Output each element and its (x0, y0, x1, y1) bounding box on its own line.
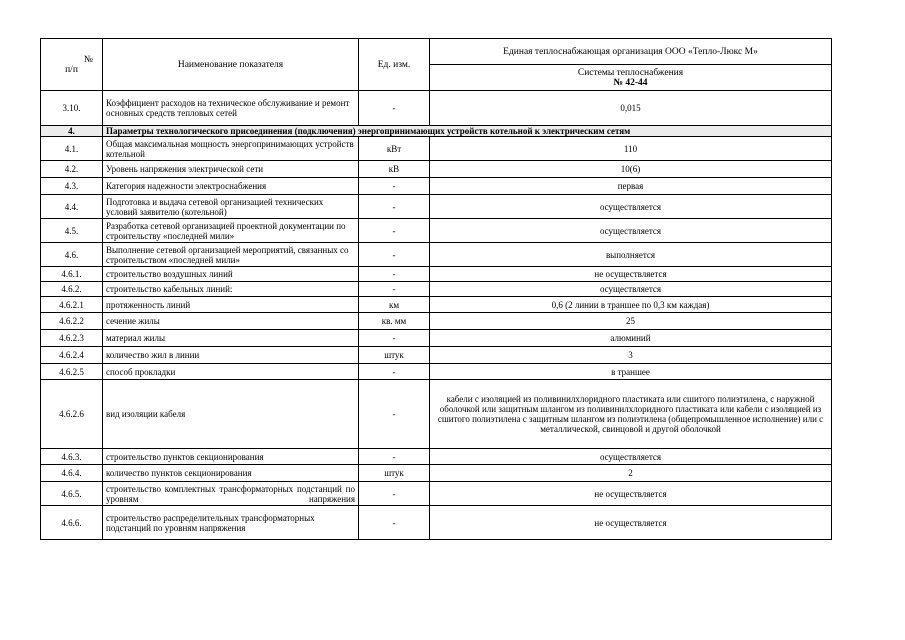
header-systems-number: № 42-44 (613, 77, 648, 88)
table-header-row (41, 39, 832, 65)
section-title: Параметры технологического присоединения (подключения) энергопринимающих устройств котельной к электрическим сетям (103, 126, 832, 137)
row-value: 110 (430, 137, 832, 161)
header-number-abbr: п/п (65, 64, 78, 75)
header-number (41, 39, 103, 91)
row-name: Общая максимальная мощность энергопринимающих устройств котельной (103, 137, 359, 161)
table-row (41, 91, 832, 126)
table-row (41, 219, 832, 243)
row-number: 3.10. (41, 91, 103, 126)
row-unit: штук (359, 347, 430, 364)
row-name: строительство распределительных трансформаторных подстанций по уровням напряжения (103, 506, 359, 540)
row-value: осуществляется (430, 219, 832, 243)
row-name: Уровень напряжения электрической сети (103, 161, 359, 178)
header-unit: Ед. изм. (359, 39, 430, 91)
table-row (41, 282, 832, 297)
row-value: 0,6 (2 линии в траншее по 0,3 км каждая) (430, 297, 832, 313)
table-row (41, 449, 832, 465)
row-name: Коэффициент расходов на техническое обслуживание и ремонт основных средств тепловых сетей (103, 91, 359, 126)
row-number: 4.2. (41, 161, 103, 178)
table-row (41, 137, 832, 161)
section-row (41, 126, 832, 137)
row-number: 4.6.3. (41, 449, 103, 465)
row-name: протяженность линий (103, 297, 359, 313)
header-organization: Единая теплоснабжающая организация ООО «Тепло-Люкс М» (430, 39, 832, 65)
header-systems-label: Системы теплоснабжения (577, 67, 684, 78)
row-unit: - (359, 91, 430, 126)
row-number: 4.6.2.2 (41, 313, 103, 330)
table-row (41, 297, 832, 313)
row-number: 4.6.6. (41, 506, 103, 540)
header-systems (430, 65, 832, 91)
row-value: не осуществляется (430, 506, 832, 540)
header-name: Наименование показателя (103, 39, 359, 91)
row-value: первая (430, 178, 832, 195)
row-number: 4.6. (41, 243, 103, 267)
row-number: 4.6.5. (41, 482, 103, 506)
row-number: 4.6.2.4 (41, 347, 103, 364)
row-number: 4.5. (41, 219, 103, 243)
row-unit: - (359, 282, 430, 297)
row-unit: - (359, 482, 430, 506)
row-value: 3 (430, 347, 832, 364)
table-row (41, 347, 832, 364)
row-name: количество пунктов секционирования (103, 465, 359, 482)
row-name: Разработка сетевой организацией проектной документации по строительству «последней мили» (103, 219, 359, 243)
row-name: Категория надежности электроснабжения (103, 178, 359, 195)
row-value: не осуществляется (430, 482, 832, 506)
row-unit: - (359, 195, 430, 219)
row-value: не осуществляется (430, 267, 832, 282)
table-row (41, 313, 832, 330)
row-unit: кВ (359, 161, 430, 178)
row-number: 4. (41, 126, 103, 137)
row-value: 0,015 (430, 91, 832, 126)
table-row (41, 465, 832, 482)
row-number: 4.6.2. (41, 282, 103, 297)
row-name: способ прокладки (103, 364, 359, 380)
row-name: материал жилы (103, 330, 359, 347)
row-name: строительство пунктов секционирования (103, 449, 359, 465)
row-number: 4.6.2.6 (41, 380, 103, 449)
row-name: Подготовка и выдача сетевой организацией технических условий заявителю (котельной) (103, 195, 359, 219)
row-value: 10(6) (430, 161, 832, 178)
row-name: Выполнение сетевой организацией мероприятий, связанных со строительством «последней мили» (103, 243, 359, 267)
row-name: количество жил в линии (103, 347, 359, 364)
row-value: осуществляется (430, 282, 832, 297)
row-unit: - (359, 506, 430, 540)
row-unit: кВт (359, 137, 430, 161)
row-unit: - (359, 178, 430, 195)
row-unit: - (359, 364, 430, 380)
row-number: 4.1. (41, 137, 103, 161)
row-value: кабели с изоляцией из поливинилхлоридного пластиката или сшитого полиэтилена, с наружной оболочкой или защитным шлангом из поливинилхлоридного пластиката или кабели с изоляцией из сшитого полиэтилена с защитным шлангом из полиэтилена (общепромышленное исполнение) или с металлической, свинцовой и другой оболочкой (430, 380, 832, 449)
row-number: 4.6.2.5 (41, 364, 103, 380)
table-row (41, 243, 832, 267)
row-number: 4.6.1. (41, 267, 103, 282)
row-unit: - (359, 330, 430, 347)
row-value: выполняется (430, 243, 832, 267)
row-unit: - (359, 267, 430, 282)
row-unit: км (359, 297, 430, 313)
row-number: 4.6.2.3 (41, 330, 103, 347)
header-number-symbol: № (83, 54, 93, 65)
table-row (41, 195, 832, 219)
row-name: вид изоляции кабеля (103, 380, 359, 449)
row-value: осуществляется (430, 195, 832, 219)
row-name: сечение жилы (103, 313, 359, 330)
row-value: 2 (430, 465, 832, 482)
row-unit: - (359, 449, 430, 465)
row-unit: - (359, 380, 430, 449)
table-row (41, 161, 832, 178)
row-number: 4.4. (41, 195, 103, 219)
table-row (41, 482, 832, 506)
row-unit: штук (359, 465, 430, 482)
table-row (41, 506, 832, 540)
row-value: алюминий (430, 330, 832, 347)
row-unit: - (359, 219, 430, 243)
row-unit: кв. мм (359, 313, 430, 330)
row-name: строительство воздушных линий (103, 267, 359, 282)
row-number: 4.3. (41, 178, 103, 195)
row-name: строительство кабельных линий: (103, 282, 359, 297)
table-row (41, 330, 832, 347)
table-row (41, 178, 832, 195)
row-value: осуществляется (430, 449, 832, 465)
indicators-table (40, 38, 832, 540)
table-row (41, 364, 832, 380)
row-value: в траншее (430, 364, 832, 380)
row-name: строительство комплектных трансформаторных подстанций по уровням напряжения (103, 482, 359, 506)
row-unit: - (359, 243, 430, 267)
row-number: 4.6.4. (41, 465, 103, 482)
table-row (41, 267, 832, 282)
row-value: 25 (430, 313, 832, 330)
row-number: 4.6.2.1 (41, 297, 103, 313)
table-row (41, 380, 832, 449)
